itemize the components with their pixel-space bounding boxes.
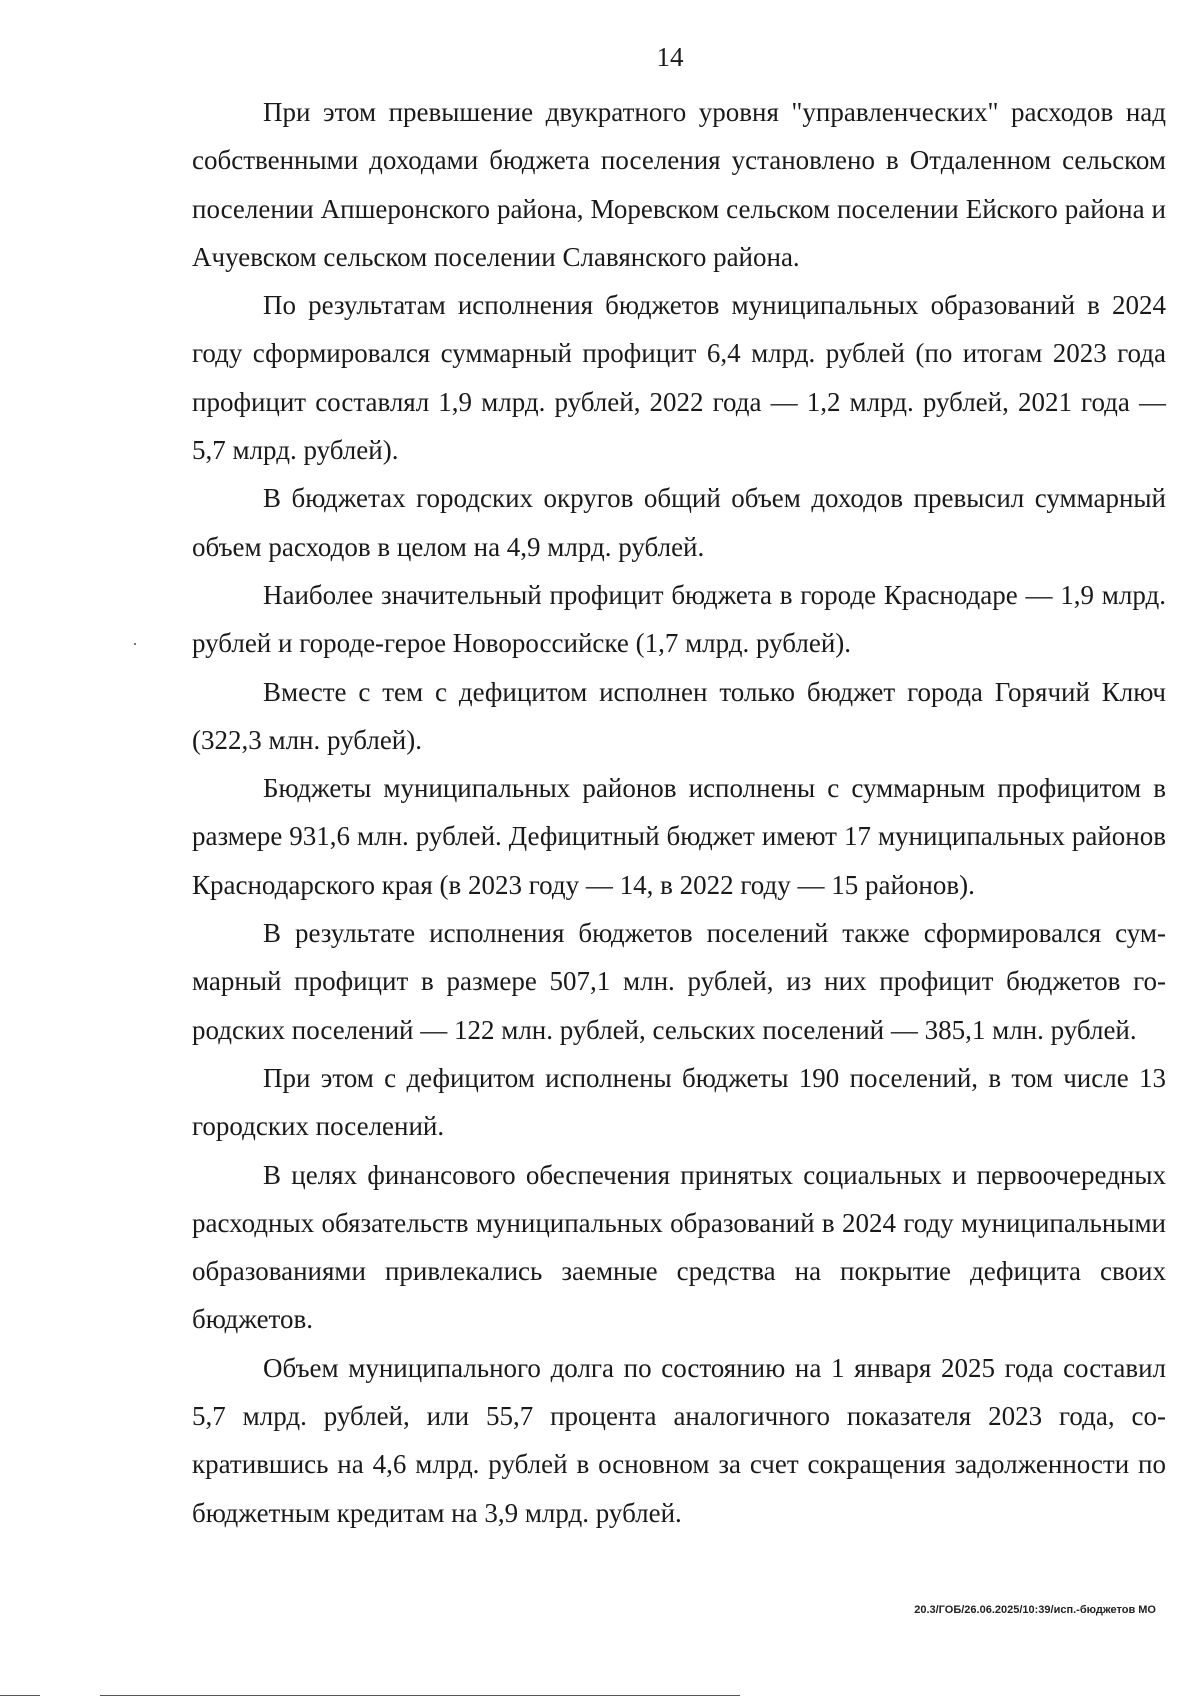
paragraph-total-surplus: По результатам исполнения бюджетов муниципальных образований в 2024 году сформировался суммарный профицит 6,4 млрд. рублей (по итогам 2023 года профицит составлял 1,9 млрд. рублей, 2022 года — 1,2 млрд. рублей, 2021 года — 5,7 млрд. рублей). xyxy=(192,290,1166,466)
paragraph-municipal-districts: Бюджеты муниципальных районов исполнены с суммарным профицитом в размере 931,6 млн. рублей. Дефицитный бюджет имеют 17 муниципальных районов Краснодарского края (в 2023 году — 14, в 2022 году — 15 районов). xyxy=(192,773,1166,900)
scan-artifact-dot xyxy=(134,643,136,645)
paragraph-deficit-goryachiy-klyuch: Вместе с тем с дефицитом исполнен только бюджет города Горячий Ключ (322,3 млн. рублей). xyxy=(192,676,1166,755)
document-footer-code: 20.3/ГОБ/26.06.2025/10:39/исп.-бюджетов МО xyxy=(914,1604,1156,1616)
scan-artifact-line xyxy=(100,1695,740,1696)
paragraph-borrowed-funds: В целях финансового обеспечения принятых социальных и первоочередных расходных обязательств муниципальных образований в 2024 году муниципальными образованиями привлекались заемные средства на покрытие дефицита своих бюджетов. xyxy=(192,1159,1166,1335)
page-number: 14 xyxy=(656,42,684,72)
paragraph-settlements-surplus: В результате исполнения бюджетов поселений также сформировался суммарный профицит в размере 507,1 млн. рублей, из них профицит бюджетов городских поселений — 122 млн. рублей, сельских поселений — 385,1 млн. рублей. xyxy=(192,918,1166,1045)
paragraph-settlements-deficit: При этом с дефицитом исполнены бюджеты 190 поселений, в том числе 13 городских поселений. xyxy=(192,1062,1166,1142)
paragraph-city-districts: В бюджетах городских округов общий объем доходов превысил суммарный объем расходов в целом на 4,9 млрд. рублей. xyxy=(192,483,1166,562)
paragraph-largest-surplus: Наиболее значительный профицит бюджета в городе Краснодаре — 1,9 млрд. рублей и городе-герое Новороссийске (1,7 млрд. рублей). xyxy=(192,579,1166,659)
paragraph-municipal-debt: Объем муниципального долга по состоянию на 1 января 2025 года составил 5,7 млрд. рублей, или 55,7 процента аналогичного показателя 2023 года, сократившись на 4,6 млрд. рублей в основном за счет сокращения задолженности по бюджетным кредитам на 3,9 млрд. рублей. xyxy=(192,1352,1166,1528)
paragraph-management-expenses: При этом превышение двукратного уровня "управленческих" расходов над собственными доходами бюджета поселения установлено в Отдаленном сельском поселении Апшеронского района, Моревском сельском поселении Ейского района и Ачуевском сельском поселении Славянского района. xyxy=(192,97,1166,272)
document-body xyxy=(192,88,1166,1537)
scan-artifact-line xyxy=(0,1695,40,1696)
